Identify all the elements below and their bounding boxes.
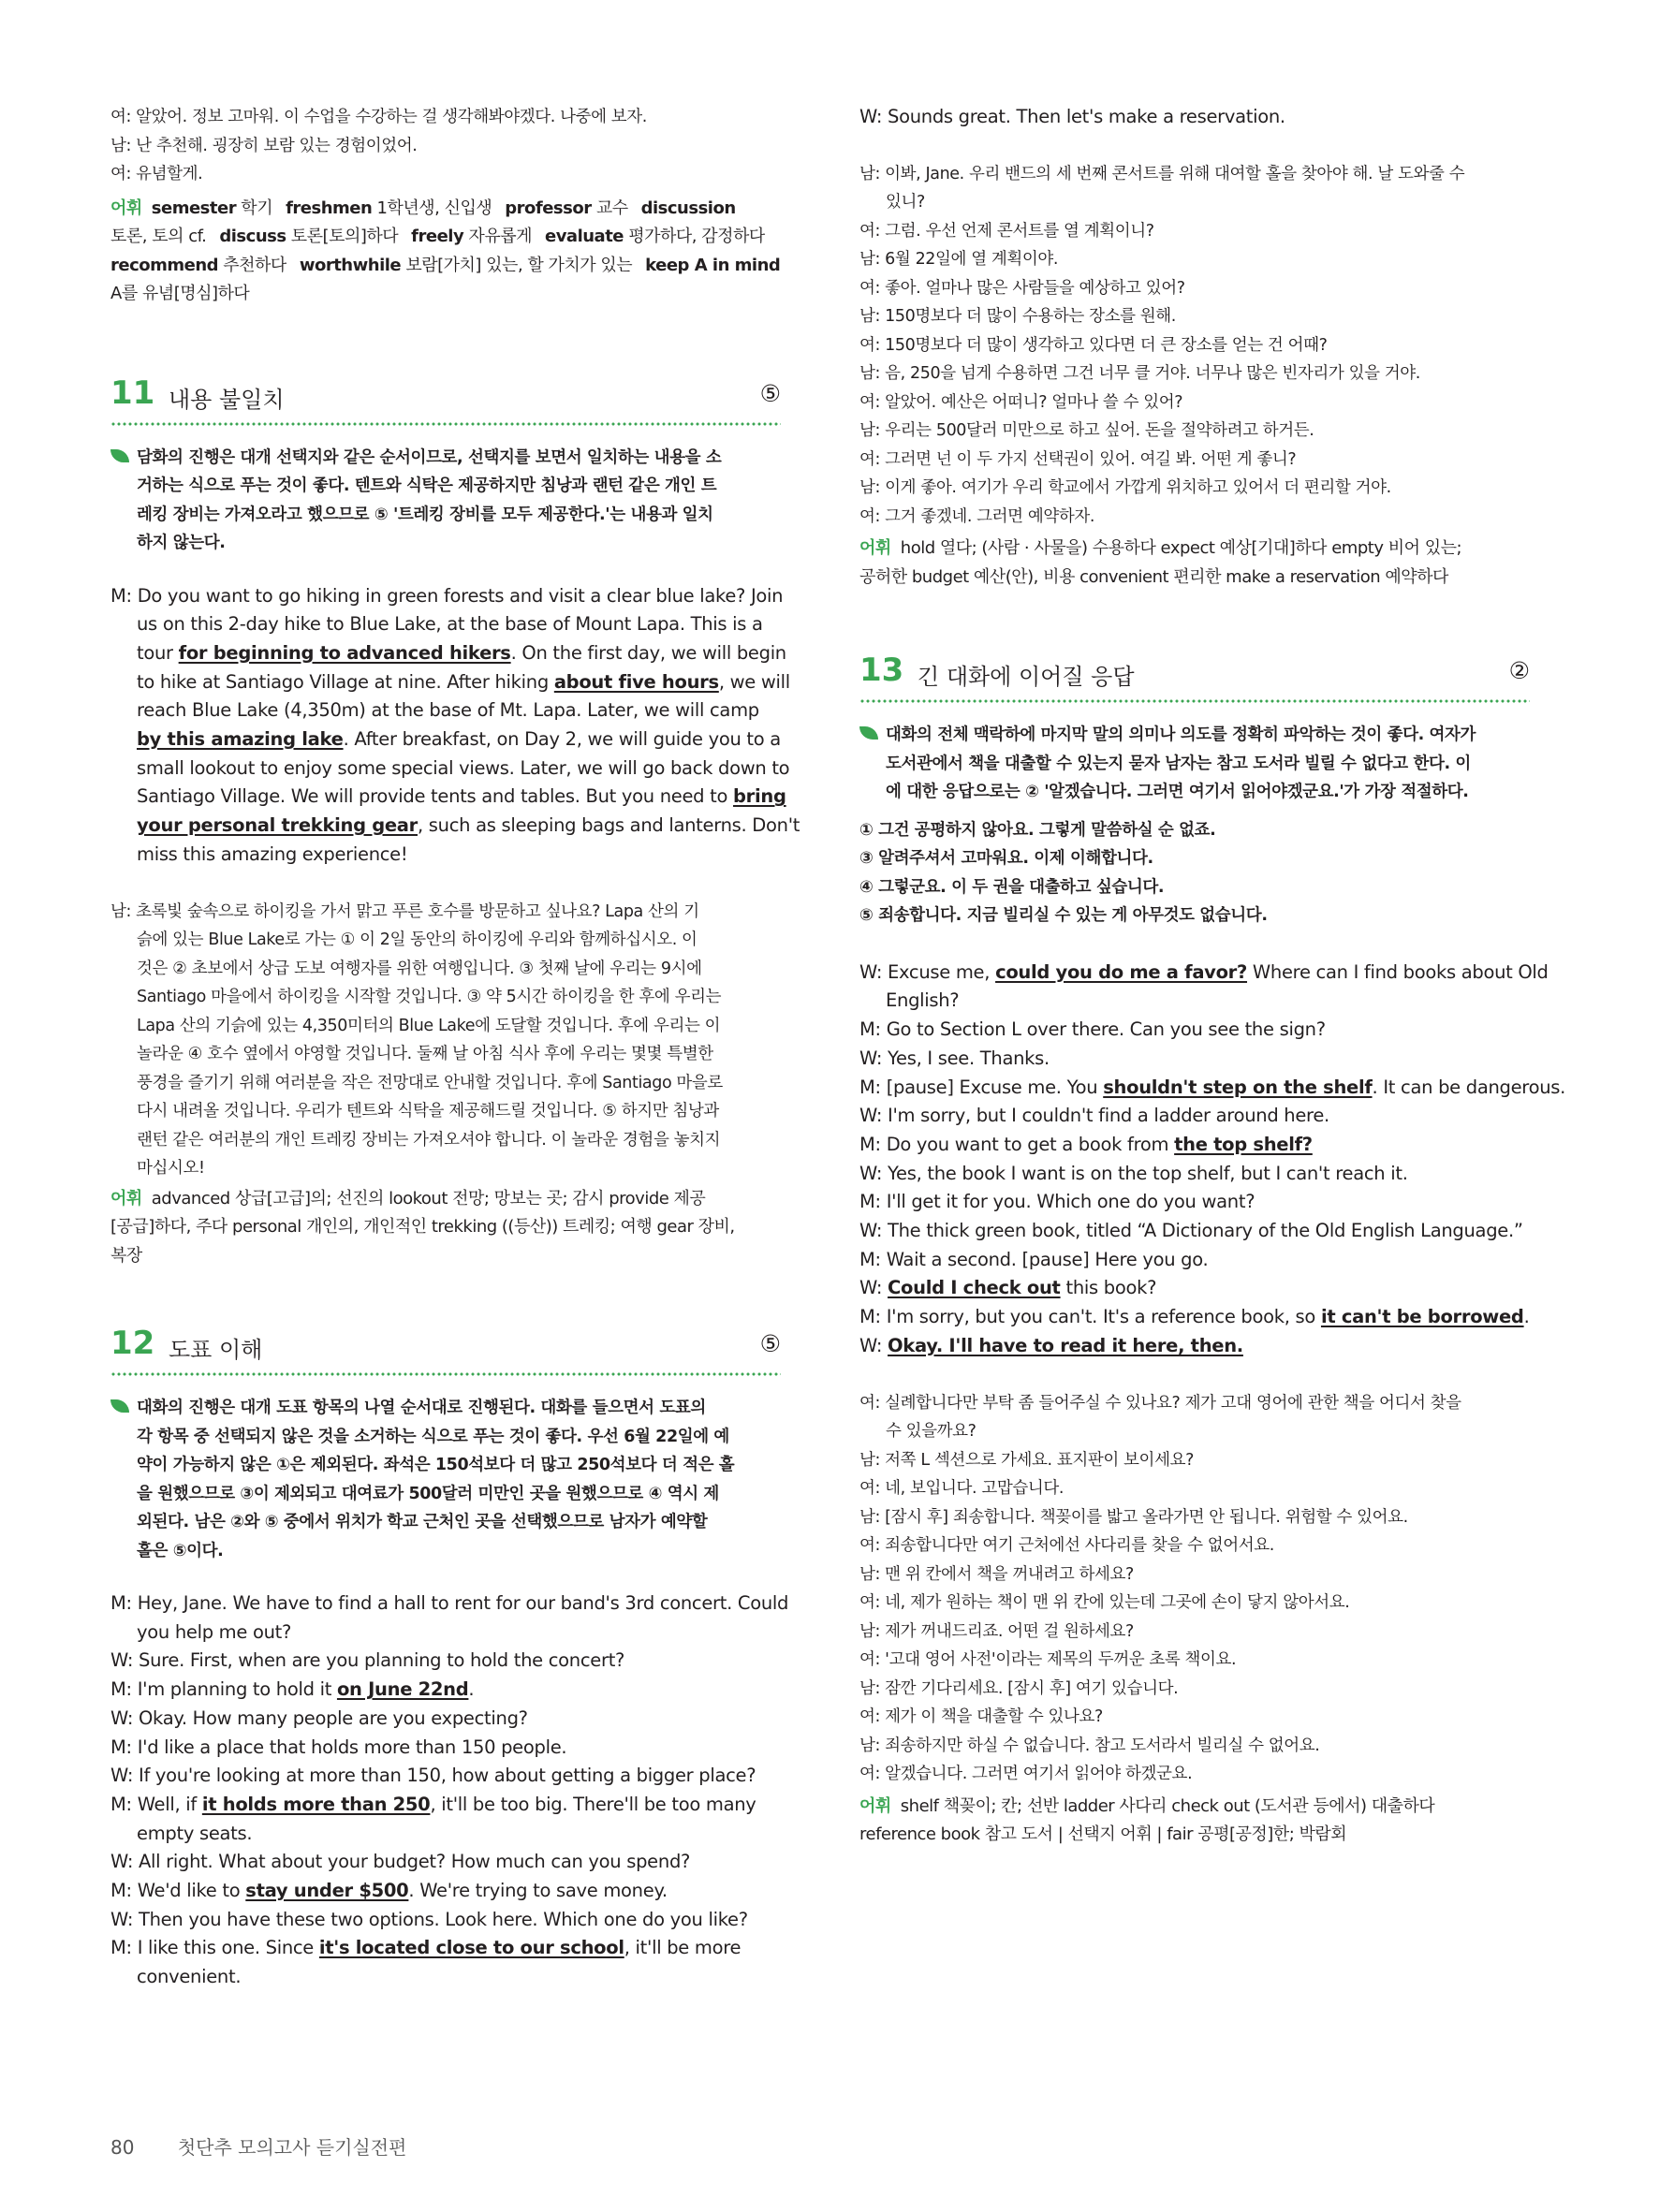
script-text: W: bbox=[859, 1277, 888, 1299]
explanation-line: 대화의 전체 맥락하에 마지막 말의 의미나 의도를 정확히 파악하는 것이 좋다. 여자가 bbox=[886, 725, 1476, 745]
vocab-line bbox=[110, 252, 781, 281]
script-line bbox=[110, 1589, 789, 1619]
script-line bbox=[859, 1160, 1530, 1189]
answer-mark: ② bbox=[1508, 657, 1530, 685]
vocab-line bbox=[110, 1185, 781, 1214]
script-text: W: Okay. How many people are you expecting? bbox=[110, 1707, 528, 1729]
script-line bbox=[110, 841, 781, 870]
english-script-12 bbox=[110, 1589, 789, 1992]
vocab-meaning: 교수 bbox=[591, 198, 628, 218]
vocab-line bbox=[110, 195, 781, 224]
vocab-line bbox=[859, 1793, 1530, 1822]
section-number: 11 bbox=[110, 374, 155, 412]
key-phrase: could you do me a favor? bbox=[995, 960, 1248, 983]
translation-line: 여: 실례합니다만 부탁 좀 들어주실 수 있나요? 제가 고대 영어에 관한 책을 어디서 찾을 bbox=[859, 1393, 1461, 1413]
vocab-meaning: 학기 bbox=[236, 198, 273, 218]
script-text: Santiago Village. We will provide tents and tables. But you need to bbox=[137, 785, 734, 808]
option-line: ③ 알려주셔서 고마워요. 이제 이해합니다. bbox=[859, 849, 1153, 869]
script-line bbox=[859, 1274, 1530, 1303]
vocab-text: reference book 참고 도서 | 선택지 어휘 | fair 공평[공정]한; 박람회 bbox=[859, 1824, 1347, 1845]
script-text: , it'll be too big. There'll be too many bbox=[430, 1793, 756, 1815]
script-text: miss this amazing experience! bbox=[137, 842, 408, 865]
vocab-meaning: 토론[토의]하다 bbox=[286, 227, 399, 246]
script-line bbox=[859, 1131, 1530, 1160]
answer-mark: ⑤ bbox=[759, 379, 781, 407]
leaf-icon bbox=[859, 726, 878, 740]
script-line bbox=[110, 582, 784, 611]
vocab-word: recommend bbox=[110, 255, 219, 275]
section-title: 내용 불일치 bbox=[169, 386, 285, 413]
wavy-divider bbox=[110, 1370, 781, 1379]
script-text: you help me out? bbox=[137, 1620, 292, 1643]
translation-line: 여: 알았어. 예산은 어떠니? 얼마나 쓸 수 있어? bbox=[859, 392, 1183, 412]
wavy-divider bbox=[110, 419, 781, 429]
key-phrase: for beginning to advanced hikers bbox=[178, 641, 511, 664]
vocab-text: hold 열다; (사람 · 사물을) 수용하다 expect 예상[기대]하다 empty 비어 있는; bbox=[900, 538, 1462, 559]
script-text: M: I'm planning to hold it bbox=[110, 1678, 337, 1701]
vocab-block-12 bbox=[859, 535, 1530, 592]
vocab-line bbox=[110, 223, 781, 252]
vocab-word: worthwhile bbox=[299, 255, 402, 275]
explanation-12 bbox=[110, 1394, 781, 1565]
explanation-line: 약이 가능하지 않은 ①은 제외된다. 좌석은 150석보다 더 많고 250석보다 더 적은 홀 bbox=[137, 1456, 735, 1475]
vocab-tag: 어휘 bbox=[859, 538, 891, 559]
script-text: M: Hey, Jane. We have to find a hall to rent for our band's 3rd concert. Could bbox=[110, 1592, 789, 1615]
script-text: M: Go to Section L over there. Can you see the sign? bbox=[859, 1018, 1326, 1041]
script-text: tour bbox=[137, 641, 179, 664]
script-text: M: [pause] Excuse me. You bbox=[859, 1076, 1104, 1098]
script-text: . It can be dangerous. bbox=[1372, 1076, 1566, 1098]
translation-line: 남: 저쪽 L 섹션으로 가세요. 표지판이 보이세요? bbox=[859, 1450, 1194, 1470]
script-line bbox=[110, 1705, 781, 1734]
script-line bbox=[859, 1217, 1530, 1246]
vocab-tag: 어휘 bbox=[110, 198, 142, 218]
vocab-word: professor bbox=[505, 198, 592, 218]
script-text: convenient. bbox=[137, 1966, 242, 1988]
key-phrase: it can't be borrowed bbox=[1320, 1306, 1524, 1328]
translation-line: 놀라운 ④ 호수 옆에서 야영할 것입니다. 둘째 날 아침 식사 후에 우리는 몇몇 특별한 bbox=[137, 1045, 713, 1064]
translation-line: 여: 알았어. 정보 고마워. 이 수업을 수강하는 걸 생각해봐야겠다. 나중에 보자. bbox=[110, 108, 647, 126]
section-title: 긴 대화에 이어질 응답 bbox=[918, 664, 1135, 691]
vocab-block-10 bbox=[110, 195, 781, 309]
script-text: M: We'd like to bbox=[110, 1880, 246, 1902]
script-line bbox=[110, 1848, 781, 1877]
vocab-word: freshmen bbox=[286, 198, 373, 218]
script-line bbox=[110, 639, 786, 668]
script-text: small lookout to enjoy some special views. Later, we will go back down to bbox=[137, 756, 790, 779]
script-line bbox=[110, 1676, 781, 1705]
vocab-text: 공허한 budget 예산(안), 비용 convenient 편리한 make a reservation 예약하다 bbox=[859, 566, 1448, 587]
korean-translation-13 bbox=[859, 1389, 1530, 1789]
script-text: , we will bbox=[718, 670, 790, 693]
translation-line: 여: 알겠습니다. 그러면 여기서 읽어야 하겠군요. bbox=[859, 1765, 1193, 1784]
script-text: W: I'm sorry, but I couldn't find a ladder around here. bbox=[859, 1105, 1329, 1127]
vocab-word: evaluate bbox=[544, 227, 624, 246]
explanation-line: 거하는 식으로 푸는 것이 좋다. 텐트와 식탁은 제공하지만 침낭과 랜턴 같은 개인 트 bbox=[137, 476, 717, 495]
script-text: . We're trying to save money. bbox=[408, 1880, 668, 1902]
explanation-line: 레킹 장비는 가져오라고 했으므로 ⑤ '트레킹 장비를 모두 제공한다.'는 내용과 일치 bbox=[137, 505, 713, 524]
vocab-meaning: 토론, 토의 cf. bbox=[110, 227, 207, 246]
explanation-line: 하지 않는다. bbox=[137, 534, 226, 552]
translation-line: 여: 150명보다 더 많이 생각하고 있다면 더 큰 장소를 얻는 건 어때? bbox=[859, 335, 1328, 355]
key-phrase: it holds more than 250 bbox=[201, 1793, 431, 1815]
script-line bbox=[859, 1303, 1530, 1332]
script-text: W: Sure. First, when are you planning to hold the concert? bbox=[110, 1649, 625, 1672]
script-line bbox=[110, 812, 800, 841]
vocab-meaning: 자유롭게 bbox=[463, 227, 532, 246]
script-line bbox=[859, 987, 1530, 1016]
vocab-text: shelf 책꽂이; 칸; 선반 ladder 사다리 check out (도서관 등에서) 대출하다 bbox=[900, 1795, 1435, 1816]
script-line bbox=[110, 1906, 781, 1935]
translation-line: 여: 네, 제가 원하는 책이 맨 위 칸에 있는데 그곳에 손이 닿지 않아서요. bbox=[859, 1593, 1350, 1613]
explanation-line: 도서관에서 책을 대출할 수 있는지 묻자 남자는 참고 도서라 빌릴 수 없다고 한다. 이 bbox=[886, 754, 1471, 773]
script-text: M: Do you want to go hiking in green forests and visit a clear blue lake? Join bbox=[110, 584, 784, 607]
section-number: 12 bbox=[110, 1325, 155, 1363]
option-line: ① 그건 공평하지 않아요. 그렇게 말씀하실 순 없죠. bbox=[859, 820, 1216, 840]
explanation-line: 을 원했으므로 ③이 제외되고 대여료가 500달러 미만인 곳을 원했으므로 ④ 역시 제 bbox=[137, 1484, 719, 1503]
script-text: this book? bbox=[1060, 1277, 1157, 1299]
translation-line: 남: [잠시 후] 죄송합니다. 책꽂이를 밟고 올라가면 안 됩니다. 위험할 수 있어요. bbox=[859, 1507, 1408, 1527]
section-title: 도표 이해 bbox=[169, 1337, 263, 1364]
script-line bbox=[110, 1619, 781, 1648]
key-phrase: stay under $500 bbox=[245, 1880, 409, 1902]
explanation-line: 대화의 진행은 대개 도표 항목의 나열 순서대로 진행된다. 대화를 들으면서 도표의 bbox=[137, 1399, 706, 1418]
script-text: W: Excuse me, bbox=[859, 960, 996, 983]
book-title: 첫단추 모의고사 듣기실전편 bbox=[177, 2136, 407, 2159]
translation-line: 남: 잠깐 기다리세요. [잠시 후] 여기 있습니다. bbox=[859, 1678, 1179, 1698]
translation-line: 여: 그거 좋겠네. 그러면 예약하자. bbox=[859, 506, 1095, 526]
script-line: W: Sounds great. Then let's make a reservation. bbox=[859, 106, 1285, 127]
vocab-line bbox=[110, 1242, 781, 1271]
script-line bbox=[110, 1820, 781, 1849]
vocab-line bbox=[859, 1821, 1530, 1850]
script-text: . bbox=[468, 1678, 475, 1701]
translation-line: 풍경을 즐기기 위해 여러분을 작은 전망대로 안내할 것입니다. 후에 Santiago 마을로 bbox=[137, 1073, 723, 1092]
translation-line: 남: 제가 꺼내드리죠. 어떤 걸 원하세요? bbox=[859, 1621, 1134, 1641]
script-text: M: I'm sorry, but you can't. It's a reference book, so bbox=[859, 1306, 1321, 1328]
explanation-line: 외된다. 남은 ②와 ⑤ 중에서 위치가 학교 근처인 곳을 선택했으므로 남자가 예약할 bbox=[137, 1513, 708, 1532]
vocab-word: discuss bbox=[219, 227, 286, 246]
key-phrase: Could I check out bbox=[888, 1277, 1061, 1299]
translation-line: 수 있을까요? bbox=[886, 1422, 976, 1442]
translation-line: 있니? bbox=[886, 193, 925, 212]
vocab-word: discussion bbox=[640, 198, 736, 218]
option-line: ⑤ 죄송합니다. 지금 빌리실 수 있는 게 아무것도 없습니다. bbox=[859, 906, 1268, 926]
leaf-icon bbox=[110, 449, 129, 462]
translation-line: 마십시오! bbox=[137, 1159, 205, 1179]
script-text: W: Then you have these two options. Look here. Which one do you like? bbox=[110, 1908, 748, 1930]
translation-line: 여: 좋아. 얼마나 많은 사람들을 예상하고 있어? bbox=[859, 278, 1185, 298]
translation-line: 랜턴 같은 여러분의 개인 트레킹 장비는 가져오셔야 합니다. 이 놀라운 경험을 놓치지 bbox=[137, 1130, 721, 1150]
translation-line: 남: 이봐, Jane. 우리 밴드의 세 번째 콘서트를 위해 대여할 홀을 찾아야 해. 날 도와줄 수 bbox=[859, 164, 1465, 183]
translation-line: 다시 내려올 것입니다. 우리가 텐트와 식탁을 제공해드릴 것입니다. ⑤ 하지만 침낭과 bbox=[137, 1102, 719, 1121]
script-line bbox=[110, 783, 786, 812]
vocab-line bbox=[110, 1213, 781, 1242]
explanation-11 bbox=[110, 444, 781, 558]
script-text: M: I'll get it for you. Which one do you want? bbox=[859, 1191, 1256, 1213]
vocab-text: 복장 bbox=[110, 1245, 142, 1266]
translation-line: 남: 이게 좋아. 여기가 우리 학교에서 가깝게 위치하고 있어서 더 편리할 거야. bbox=[859, 478, 1391, 498]
key-phrase: Okay. I'll have to read it here, then. bbox=[888, 1334, 1243, 1356]
intro-dialogue bbox=[110, 103, 781, 189]
vocab-meaning: 평가하다, 감정하다 bbox=[624, 227, 765, 246]
vocab-meaning: 보람[가치] 있는, 할 가치가 있는 bbox=[401, 255, 633, 275]
translation-line: 남: 죄송하지만 하실 수 없습니다. 참고 도서라서 빌리실 수 없어요. bbox=[859, 1736, 1320, 1755]
script-text: . On the first day, we will begin bbox=[510, 641, 786, 664]
vocab-line bbox=[110, 280, 781, 309]
script-line bbox=[859, 1188, 1530, 1217]
script-line bbox=[859, 1102, 1530, 1131]
vocab-text: advanced 상급[고급]의; 선진의 lookout 전망; 망보는 곳; 감시 provide 제공 bbox=[151, 1188, 706, 1209]
key-phrase: your personal trekking gear bbox=[137, 814, 418, 837]
right-column bbox=[859, 103, 1566, 1850]
script-line bbox=[110, 668, 790, 697]
script-text: W: Yes, I see. Thanks. bbox=[859, 1047, 1050, 1069]
script-text: M: I like this one. Since bbox=[110, 1937, 319, 1959]
section-11-header bbox=[110, 374, 781, 416]
wavy-divider bbox=[859, 696, 1530, 706]
vocab-word: freely bbox=[411, 227, 464, 246]
key-phrase: on June 22nd bbox=[336, 1678, 469, 1701]
key-phrase: about five hours bbox=[553, 670, 719, 693]
script-text: , it'll be more bbox=[624, 1937, 742, 1959]
translation-line: 남: 150명보다 더 많이 수용하는 장소를 원해. bbox=[859, 307, 1176, 327]
translation-line: 여: 네, 보입니다. 고맙습니다. bbox=[859, 1479, 1065, 1499]
script-text: . After breakfast, on Day 2, we will guide you to a bbox=[343, 728, 781, 751]
vocab-line bbox=[859, 535, 1530, 564]
answer-options bbox=[859, 816, 1530, 930]
vocab-word: keep A in mind bbox=[645, 255, 781, 275]
english-script-11 bbox=[110, 582, 800, 870]
page-footer bbox=[110, 2132, 406, 2160]
vocab-block-11 bbox=[110, 1185, 781, 1271]
script-text: W: The thick green book, titled “A Dictionary of the Old English Language.” bbox=[859, 1220, 1523, 1242]
explanation-13 bbox=[859, 721, 1530, 807]
script-line bbox=[859, 1045, 1530, 1074]
english-script-13 bbox=[859, 959, 1566, 1361]
script-text: reach Blue Lake (4,350m) at the base of Mt. Lapa. Later, we will camp bbox=[137, 699, 759, 722]
vocab-line bbox=[859, 564, 1530, 593]
vocab-meaning: 1학년생, 신입생 bbox=[372, 198, 492, 218]
key-phrase: bring bbox=[733, 785, 786, 808]
script-text: , such as sleeping bags and lanterns. Don't bbox=[418, 814, 800, 837]
translation-line: 여: 죄송합니다만 여기 근처에선 사다리를 찾을 수 없어서요. bbox=[859, 1536, 1274, 1556]
script-text: M: Do you want to get a book from bbox=[859, 1133, 1175, 1155]
script-text: . bbox=[1523, 1306, 1530, 1328]
vocab-word: semester bbox=[151, 198, 237, 218]
key-phrase: shouldn't step on the shelf bbox=[1103, 1076, 1373, 1098]
vocab-meaning: A를 유념[명심]하다 bbox=[110, 284, 250, 303]
section-13-header bbox=[859, 652, 1530, 693]
vocab-tag: 어휘 bbox=[110, 1188, 142, 1209]
vocab-tag: 어휘 bbox=[859, 1795, 891, 1816]
page-number: 80 bbox=[110, 2136, 135, 2159]
script-text: empty seats. bbox=[137, 1822, 253, 1844]
vocab-meaning: 추천하다 bbox=[218, 255, 286, 275]
script-line bbox=[859, 1332, 1530, 1361]
script-text: English? bbox=[886, 989, 960, 1012]
script-line bbox=[110, 1963, 781, 1992]
script-line bbox=[110, 1877, 781, 1906]
key-phrase: by this amazing lake bbox=[137, 728, 344, 751]
script-text: W: If you're looking at more than 150, how about getting a bigger place? bbox=[110, 1765, 756, 1787]
translation-line: 남: 초록빛 숲속으로 하이킹을 가서 맑고 푸른 호수를 방문하고 싶나요? Lapa 산의 기 bbox=[110, 901, 699, 921]
translation-line: 여: 유념할게. bbox=[110, 165, 203, 183]
script-line bbox=[110, 1647, 781, 1676]
script-line bbox=[859, 1074, 1566, 1103]
explanation-line: 각 항목 중 선택되지 않은 것을 소거하는 식으로 푸는 것이 좋다. 우선 6월 22일에 예 bbox=[137, 1427, 729, 1446]
translation-line: 여: 제가 이 책을 대출할 수 있나요? bbox=[859, 1707, 1103, 1727]
script-line bbox=[110, 696, 781, 725]
script-text: W: Yes, the book I want is on the top shelf, but I can't reach it. bbox=[859, 1162, 1408, 1184]
translation-line: Lapa 산의 기슭에 있는 4,350미터의 Blue Lake에 도달할 것입니다. 후에 우리는 이 bbox=[137, 1016, 721, 1035]
script-text: M: I'd like a place that holds more than 150 people. bbox=[110, 1736, 567, 1758]
explanation-line: 에 대한 응답으로는 ② '알겠습니다. 그러면 여기서 읽어야겠군요.'가 가장 적절하다. bbox=[886, 783, 1469, 802]
translation-line: 슭에 있는 Blue Lake로 가는 ① 이 2일 동안의 하이킹에 우리와 함께하십시오. 이 bbox=[137, 930, 698, 950]
script-line bbox=[110, 725, 781, 754]
answer-mark: ⑤ bbox=[759, 1330, 781, 1358]
section-number: 13 bbox=[859, 652, 904, 690]
script-line bbox=[110, 1762, 781, 1791]
script-text: M: Well, if bbox=[110, 1793, 202, 1815]
script-line bbox=[110, 1734, 781, 1763]
translation-line: 남: 6월 22일에 열 계획이야. bbox=[859, 250, 1059, 270]
translation-line: Santiago 마을에서 하이킹을 시작할 것입니다. ③ 약 5시간 하이킹을 한 후에 우리는 bbox=[137, 988, 722, 1007]
translation-line: 남: 맨 위 칸에서 책을 꺼내려고 하세요? bbox=[859, 1564, 1134, 1584]
translation-line: 남: 우리는 500달러 미만으로 하고 싶어. 돈을 절약하려고 하거든. bbox=[859, 421, 1314, 441]
key-phrase: it's located close to our school bbox=[318, 1937, 624, 1959]
explanation-line: 홀은 ⑤이다. bbox=[137, 1541, 224, 1560]
script-line bbox=[859, 1246, 1530, 1275]
left-column bbox=[110, 103, 800, 1992]
script-line bbox=[110, 754, 790, 784]
script-line bbox=[110, 1791, 781, 1820]
translation-line: 여: 그럼. 우선 언제 콘서트를 열 계획이니? bbox=[859, 221, 1154, 241]
script-line bbox=[859, 959, 1549, 988]
script-text: W: bbox=[859, 1334, 888, 1356]
key-phrase: the top shelf? bbox=[1174, 1133, 1313, 1155]
option-line: ④ 그렇군요. 이 두 권을 대출하고 싶습니다. bbox=[859, 877, 1165, 897]
script-text: M: Wait a second. [pause] Here you go. bbox=[859, 1248, 1209, 1270]
vocab-block-13 bbox=[859, 1793, 1530, 1850]
korean-translation-12 bbox=[859, 160, 1530, 532]
script-text: us on this 2-day hike to Blue Lake, at the base of Mount Lapa. This is a bbox=[137, 613, 763, 636]
translation-line: 남: 음, 250을 넘게 수용하면 그건 너무 클 거야. 너무나 많은 빈자리가 있을 거야. bbox=[859, 364, 1420, 384]
section-12-header bbox=[110, 1325, 781, 1366]
translation-line: 것은 ② 초보에서 상급 도보 여행자를 위한 여행입니다. ③ 첫째 날에 우리는 9시에 bbox=[137, 959, 702, 978]
script-line bbox=[110, 610, 781, 639]
script-line bbox=[859, 1016, 1530, 1045]
vocab-text: [공급]하다, 주다 personal 개인의, 개인적인 trekking ((등산)) 트레킹; 여행 gear 장비, bbox=[110, 1217, 735, 1238]
script-text: Where can I find books about Old bbox=[1247, 960, 1549, 983]
translation-line: 여: 그러면 넌 이 두 가지 선택권이 있어. 여길 봐. 어떤 게 좋니? bbox=[859, 449, 1297, 469]
korean-translation-11 bbox=[110, 898, 781, 1183]
leaf-icon bbox=[110, 1399, 129, 1413]
script-text: W: All right. What about your budget? How much can you spend? bbox=[110, 1851, 691, 1873]
translation-line: 남: 난 추천해. 굉장히 보람 있는 경험이었어. bbox=[110, 136, 418, 155]
translation-line: 여: '고대 영어 사전'이라는 제목의 두꺼운 초록 책이요. bbox=[859, 1650, 1237, 1670]
script-text: to hike at Santiago Village at nine. After hiking bbox=[137, 670, 554, 693]
explanation-line: 담화의 진행은 대개 선택지와 같은 순서이므로, 선택지를 보면서 일치하는 내용을 소 bbox=[137, 447, 722, 467]
script-line bbox=[110, 1934, 781, 1963]
